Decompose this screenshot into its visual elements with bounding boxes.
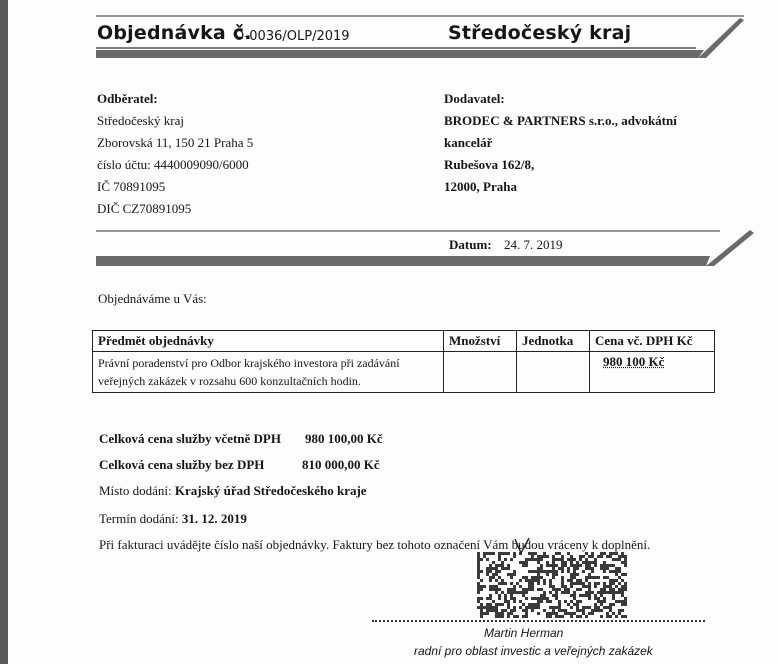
signatory-name: Martin Herman <box>484 626 564 640</box>
table-header-row <box>93 331 715 352</box>
buyer-line: IČ 70891095 <box>97 179 166 194</box>
supplier-heading: Dodavatel: <box>444 91 505 106</box>
total-with-vat-label: Celková cena služby včetně DPH <box>99 431 281 446</box>
cell-price <box>590 352 715 393</box>
region-title: Středočeský kraj <box>448 22 632 44</box>
order-title: Objednávka č. <box>97 22 252 44</box>
supplier-block <box>444 88 677 198</box>
total-without-vat-value: 810 000,00 Kč <box>302 457 380 472</box>
delivery-term <box>99 511 247 527</box>
delivery-place-label: Místo dodání: <box>99 483 172 498</box>
delivery-term-value: 31. 12. 2019 <box>181 511 247 526</box>
buyer-line: Středočeský kraj <box>97 113 185 128</box>
items-table <box>92 330 715 393</box>
signature-line <box>372 620 705 622</box>
supplier-line: Rubešova 162/8, <box>444 157 535 172</box>
table-row <box>93 352 715 393</box>
buyer-line: číslo účtu: 4440009090/6000 <box>97 157 249 172</box>
order-number: O-0036/OLP/2019 <box>234 29 350 44</box>
total-with-vat-value: 980 100,00 Kč <box>305 431 383 446</box>
cell-unit <box>517 352 590 393</box>
cell-quantity <box>444 352 517 393</box>
cell-subject <box>93 352 444 393</box>
subject-line: Právní poradenství pro Odbor krajského investora při zadávání <box>98 356 400 370</box>
signatory-role: radní pro oblast investic a veřejných zakázek <box>414 644 653 658</box>
col-quantity: Množství <box>444 331 517 352</box>
document-page <box>8 0 778 664</box>
col-price: Cena vč. DPH Kč <box>590 331 715 352</box>
buyer-line: Zborovská 11, 150 21 Praha 5 <box>97 135 254 150</box>
delivery-place-value: Krajský úřad Středočeského kraje <box>174 483 367 498</box>
invoice-note: Při fakturaci uvádějte číslo naší objednávky. Faktury bez tohoto označení Vám budou vráceny k doplnění. <box>99 537 651 552</box>
subject-line: veřejných zakázek v rozsahu 600 konzultačních hodin. <box>98 374 361 388</box>
date-value: 24. 7. 2019 <box>504 237 563 252</box>
barcode-stamp <box>477 552 627 618</box>
signature-scribble <box>512 536 532 556</box>
supplier-line: BRODEC & PARTNERS s.r.o., advokátní <box>444 113 677 128</box>
delivery-term-label: Termín dodání: <box>99 511 179 526</box>
col-unit: Jednotka <box>517 331 590 352</box>
col-subject: Předmět objednávky <box>93 331 444 352</box>
buyer-line: DIČ CZ70891095 <box>97 201 192 216</box>
supplier-line: kancelář <box>444 135 493 150</box>
supplier-line: 12000, Praha <box>444 179 517 194</box>
delivery-place <box>99 483 367 499</box>
date-label: Datum: <box>449 237 492 252</box>
price-value: 980 100 Kč <box>603 354 665 369</box>
buyer-block <box>97 88 253 220</box>
buyer-heading: Odběratel: <box>97 91 158 106</box>
intro-text: Objednáváme u Vás: <box>98 291 207 306</box>
date-banner <box>94 228 754 270</box>
total-without-vat-label: Celková cena služby bez DPH <box>99 457 265 472</box>
